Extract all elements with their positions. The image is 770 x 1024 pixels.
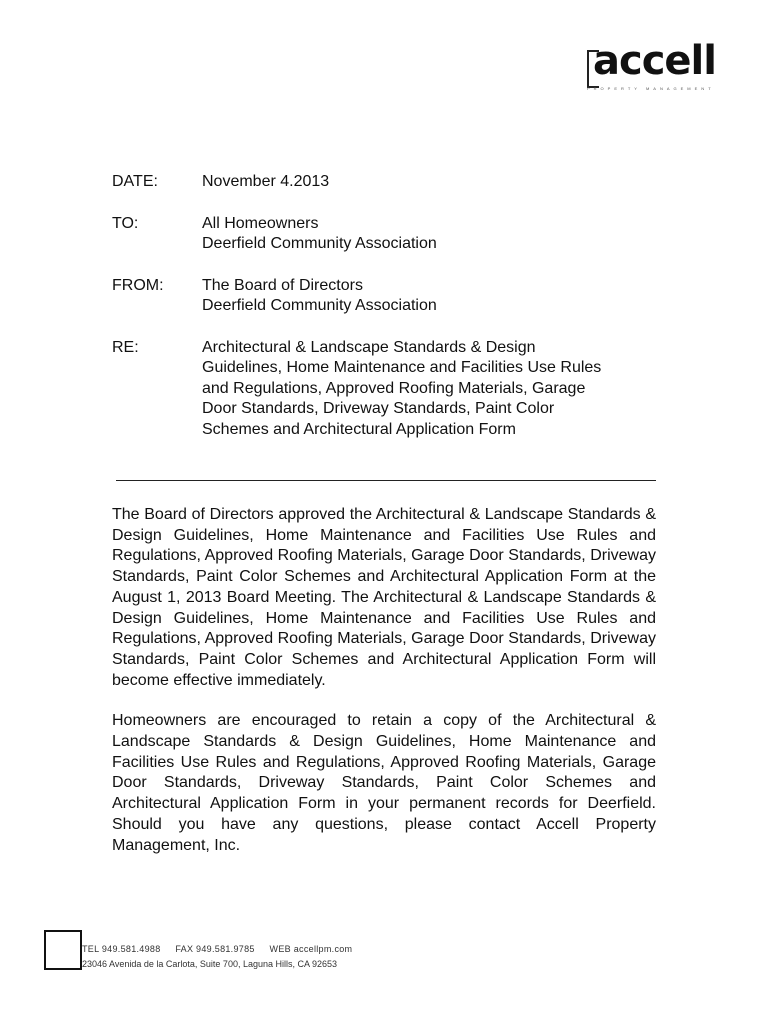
date-label: DATE: <box>112 173 158 190</box>
body-paragraph: The Board of Directors approved the Architectural & Landscape Standards & Design Guidelines, Home Maintenance and Facilities Use Rules and Regulations, Approved Roofing Materials, Garage Door Standards, Driveway Standards, Paint Color Schemes and Architectural Application Form at the August 1, 2013 Board Meeting. The Architectural & Landscape Standards & Design Guidelines, Home Maintenance and Facilities Use Rules and Regulations, Approved Roofing Materials, Garage Door Standards, Driveway Standards, Paint Color Schemes and Architectural Application Form will become effective immediately. <box>112 506 656 689</box>
re-line: Schemes and Architectural Application Form <box>202 420 516 438</box>
re-value <box>202 338 642 441</box>
footer-tel: TEL 949.581.4988 <box>82 944 161 954</box>
re-line: and Regulations, Approved Roofing Materials, Garage <box>202 379 586 397</box>
re-line: Architectural & Landscape Standards & Design <box>202 338 536 356</box>
from-line: Deerfield Community Association <box>202 297 437 314</box>
memo-from-row <box>112 276 672 317</box>
from-label: FROM: <box>112 276 164 294</box>
from-value <box>202 276 642 317</box>
to-label: TO: <box>112 214 139 232</box>
from-line: The Board of Directors <box>202 276 363 294</box>
re-label: RE: <box>112 338 139 356</box>
re-line: Door Standards, Driveway Standards, Paint Color <box>202 400 555 417</box>
to-value <box>202 214 642 255</box>
footer-address: 23046 Avenida de la Carlota, Suite 700, Laguna Hills, CA 92653 <box>82 959 338 969</box>
memo-re-row <box>112 338 672 441</box>
footer-web: WEB accellpm.com <box>269 944 353 954</box>
memo-date-row <box>112 172 672 193</box>
logo-wordmark: accell <box>593 38 716 84</box>
logo-tagline: PROPERTY MANAGEMENT <box>587 86 715 91</box>
footer-fax: FAX 949.581.9785 <box>175 944 255 954</box>
body-paragraph: Homeowners are encouraged to retain a copy of the Architectural & Landscape Standards & Design Guidelines, Home Maintenance and Facilities Use Rules and Regulations, Approved Roofing Materials, Garage Door Standards, Driveway Standards, Paint Color Schemes and Architectural Application Form in your permanent records for Deerfield. Should you have any questions, please contact Accell Property Management, Inc. <box>112 712 656 854</box>
footer-box-mark <box>44 930 82 970</box>
memo-header <box>112 172 672 440</box>
date-value: November 4.2013 <box>202 173 330 190</box>
horizontal-divider <box>116 480 656 481</box>
memo-to-row <box>112 214 672 255</box>
accell-logo <box>583 38 723 94</box>
footer-contact-line <box>82 944 364 954</box>
to-line: All Homeowners <box>202 214 319 232</box>
re-line: Guidelines, Home Maintenance and Facilities Use Rules <box>202 359 602 376</box>
to-line: Deerfield Community Association <box>202 235 437 252</box>
letter-body <box>112 505 656 876</box>
